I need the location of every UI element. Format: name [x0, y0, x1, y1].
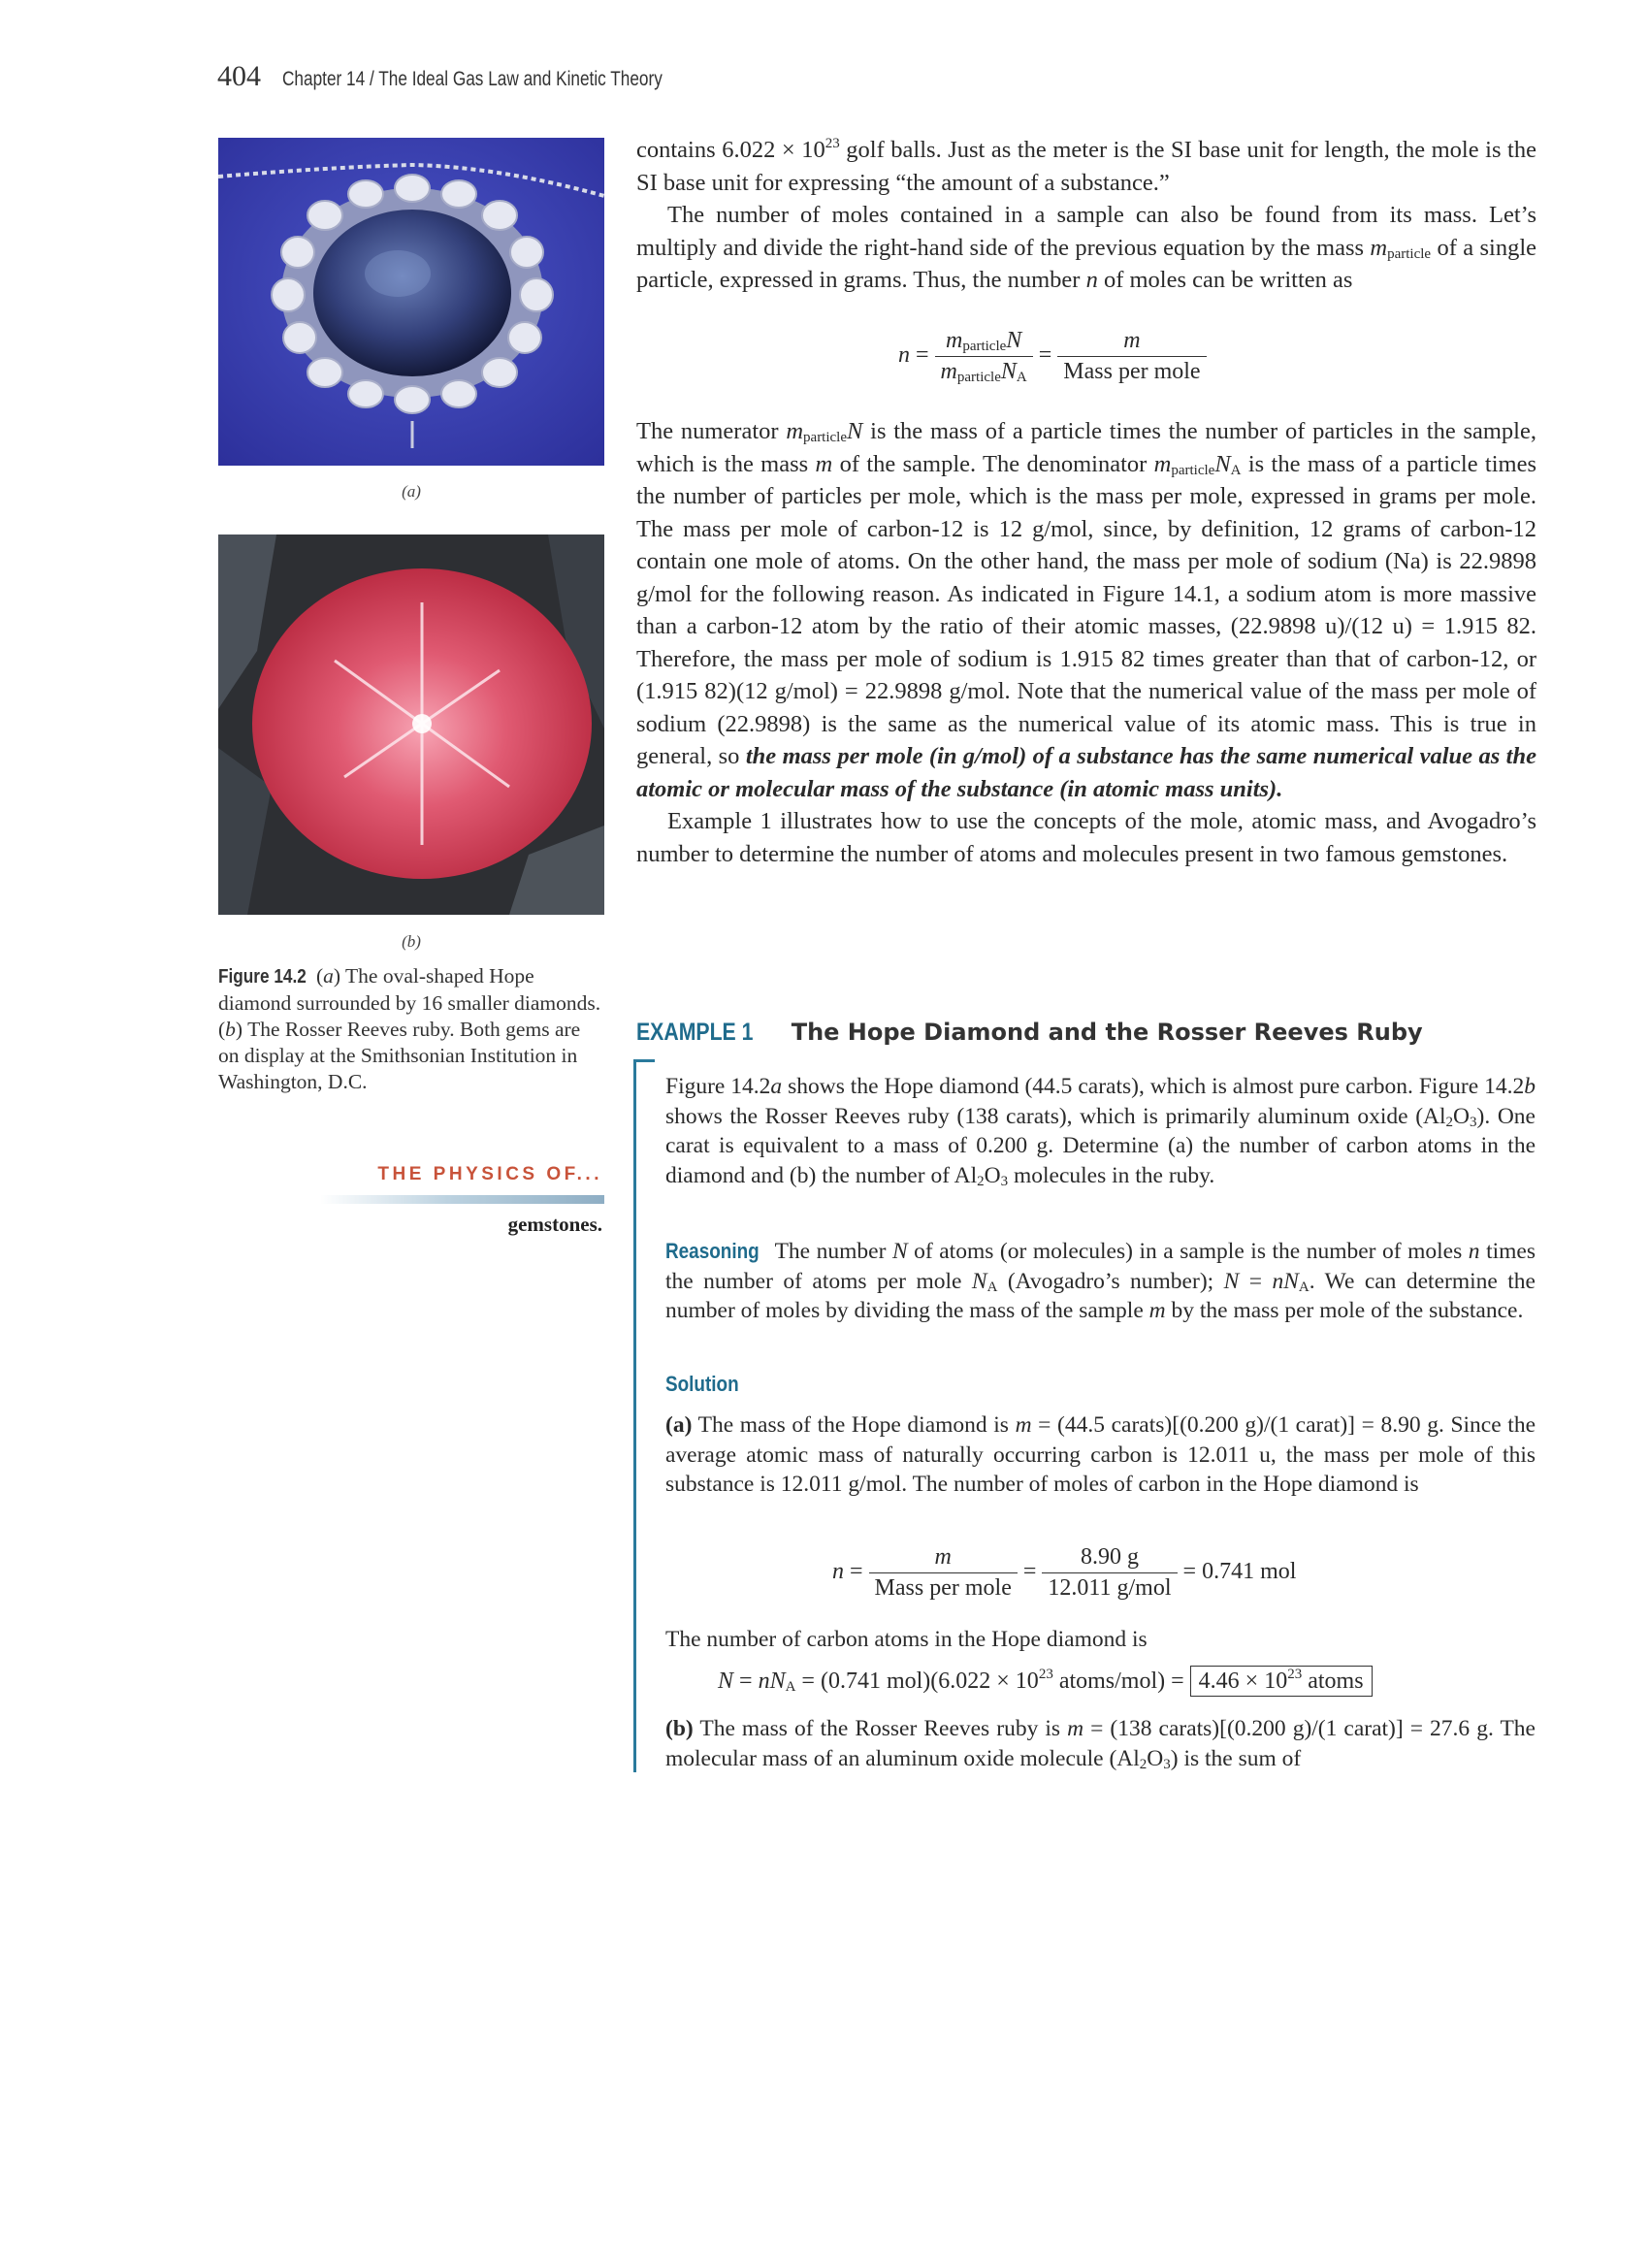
- solution-label: Solution: [665, 1372, 739, 1396]
- photo-label-b: (b): [402, 932, 421, 951]
- page-number: 404: [217, 60, 261, 92]
- running-head: Chapter 14 / The Ideal Gas Law and Kinetic Theory: [282, 68, 663, 90]
- example-heading: [636, 1019, 1423, 1047]
- solution-part-a: (a) The mass of the Hope diamond is m = (44.5 carats)[(0.200 g)/(1 carat)] = 8.90 g. Since the average atomic mass of naturally occurring carbon is 12.011 u, the mass per mole of this substance is 12.011 g/mol. The number of moles of carbon in the Hope diamond is: [665, 1412, 1536, 1497]
- photo-label-a: (a): [402, 482, 421, 501]
- example-statement: Figure 14.2a shows the Hope diamond (44.5 carats), which is almost pure carbon. Figure 14.2b shows the Rosser Reeves ruby (138 carats), which is primarily aluminum oxide $(Al_2O_3)$. One carat is equivalent to a mass of 0.200 g. Determine (a) the number of carbon atoms in the diamond and (b) the number of $Al_2O_3$ molecules in the ruby.: [665, 1074, 1536, 1189]
- boxed-answer: $4.46 \times 10^{23}$ atoms: [1190, 1666, 1373, 1697]
- equation-moles-definition: n = $\frac{m_{particle}N}{m_{particle}N_A}$ = $\frac{m}{\text{Mass per mole}}$: [898, 328, 1207, 385]
- physics-of-topic: gemstones.: [507, 1213, 602, 1236]
- main-paragraph-3: The numerator $m_{particle}N$ is the mass of a particle times the number of particles in the sample, which is the mass m of the sample. The denominator $m_{particle}N_A$ is the mass of a particle times the number of particles per mole, which is the mass per mole, expressed in grams per mole. The mass per mole of carbon-12 is 12 g/mol, since, by definition, 12 grams of carbon-12 contain one mole of atoms. On the other hand, the mass per mole of sodium (Na) is 22.9898 g/mol for the following reason. As indicated in Figure 14.1, a sodium atom is more massive than a carbon-12 atom by the ratio of their atomic masses, (22.9898 u)/(12 u) = 1.915 82. Therefore, the mass per mole of sodium is 1.915 82 times greater than that of carbon-12, or (1.915 82)(12 g/mol) = 22.9898 g/mol. Note that the numerical value of the mass per mole of sodium (22.9898) is the same as the numerical value of its atomic mass. This is true in general, so the mass per mole (in g/mol) of a substance has the same numerical value as the atomic or molecular mass of the substance (in atomic mass units). Example 1 illustrates how to use the concepts of the mole, atomic mass, and Avogadro’s number to determine the number of atoms and molecules present in two famous gemstones.: [636, 415, 1536, 870]
- figure-caption: Figure 14.2 (a) The oval-shaped Hope diamond surrounded by 16 smaller diamonds. (b) The Rosser Reeves ruby. Both gems are on display at the Smithsonian Institution in Washington, D.C.: [218, 964, 601, 1093]
- main-paragraph-2: The number of moles contained in a sample can also be found from its mass. Let’s multiply and divide the right-hand side of the previous equation by the mass $m_{particle}$ of a single particle, expressed in grams. Thus, the number n of moles can be written as: [636, 202, 1537, 293]
- solution-label-block: [665, 1370, 1536, 1400]
- main-paragraph-4: Example 1 illustrates how to use the concepts of the mole, atomic mass, and Avogadro’s number to determine the number of atoms and molecules present in two famous gemstones.: [636, 808, 1536, 867]
- reasoning-label: Reasoning: [665, 1239, 760, 1263]
- page-header: [217, 60, 746, 93]
- main-paragraph-1: contains $6.022 \times 10^{23}$ golf balls. Just as the meter is the SI base unit for length, the mole is the SI base unit for expressing “the amount of a substance.” The number of moles contained in a sample can also be found from its mass. Let’s multiply and divide the right-hand side of the previous equation by the mass $m_{particle}$ of a single particle, expressed in grams. Thus, the number n of moles can be written as: [636, 134, 1536, 297]
- physics-of-label: THE PHYSICS OF...: [377, 1164, 602, 1184]
- figure-caption-label: Figure 14.2: [218, 966, 307, 988]
- example-rule-horizontal: [633, 1059, 655, 1062]
- example-title: The Hope Diamond and the Rosser Reeves Ruby: [791, 1019, 1423, 1046]
- example-label: EXAMPLE 1: [636, 1019, 754, 1046]
- equation-moles-carbon: n = $\frac{m}{\text{Mass per mole}}$ = $\frac{8.90 g}{\text{12.011 g/mol}}$ = 0.741 mol: [832, 1544, 1297, 1601]
- solution-part-b: (b) The mass of the Rosser Reeves ruby is m = (138 carats)[(0.200 g)/(1 carat)] = 27.6 g. The molecular mass of an aluminum oxide molecule $(Al_2O_3)$ is the sum of: [665, 1716, 1536, 1772]
- example-reasoning: Reasoning The number N of atoms (or molecules) in a sample is the number of moles n times the number of atoms per mole $N_A$ (Avogadro’s number); $N = nN_A$. We can determine the number of moles by dividing the mass of the sample m by the mass per mole of the substance.: [665, 1239, 1536, 1323]
- example-rule-vertical: [633, 1059, 636, 1772]
- physics-of-divider: [320, 1195, 604, 1204]
- equation-carbon-atoms: $N = nN_A = (0.741$ $mol)(6.022 \times 10^{23}$ atoms/mol) = $4.46 \times 10^{23}$ atoms: [718, 1669, 1373, 1695]
- rosser-reeves-ruby-photo: [218, 535, 604, 915]
- atoms-sentence: The number of carbon atoms in the Hope diamond is: [665, 1627, 1148, 1652]
- hope-diamond-photo: [218, 138, 604, 466]
